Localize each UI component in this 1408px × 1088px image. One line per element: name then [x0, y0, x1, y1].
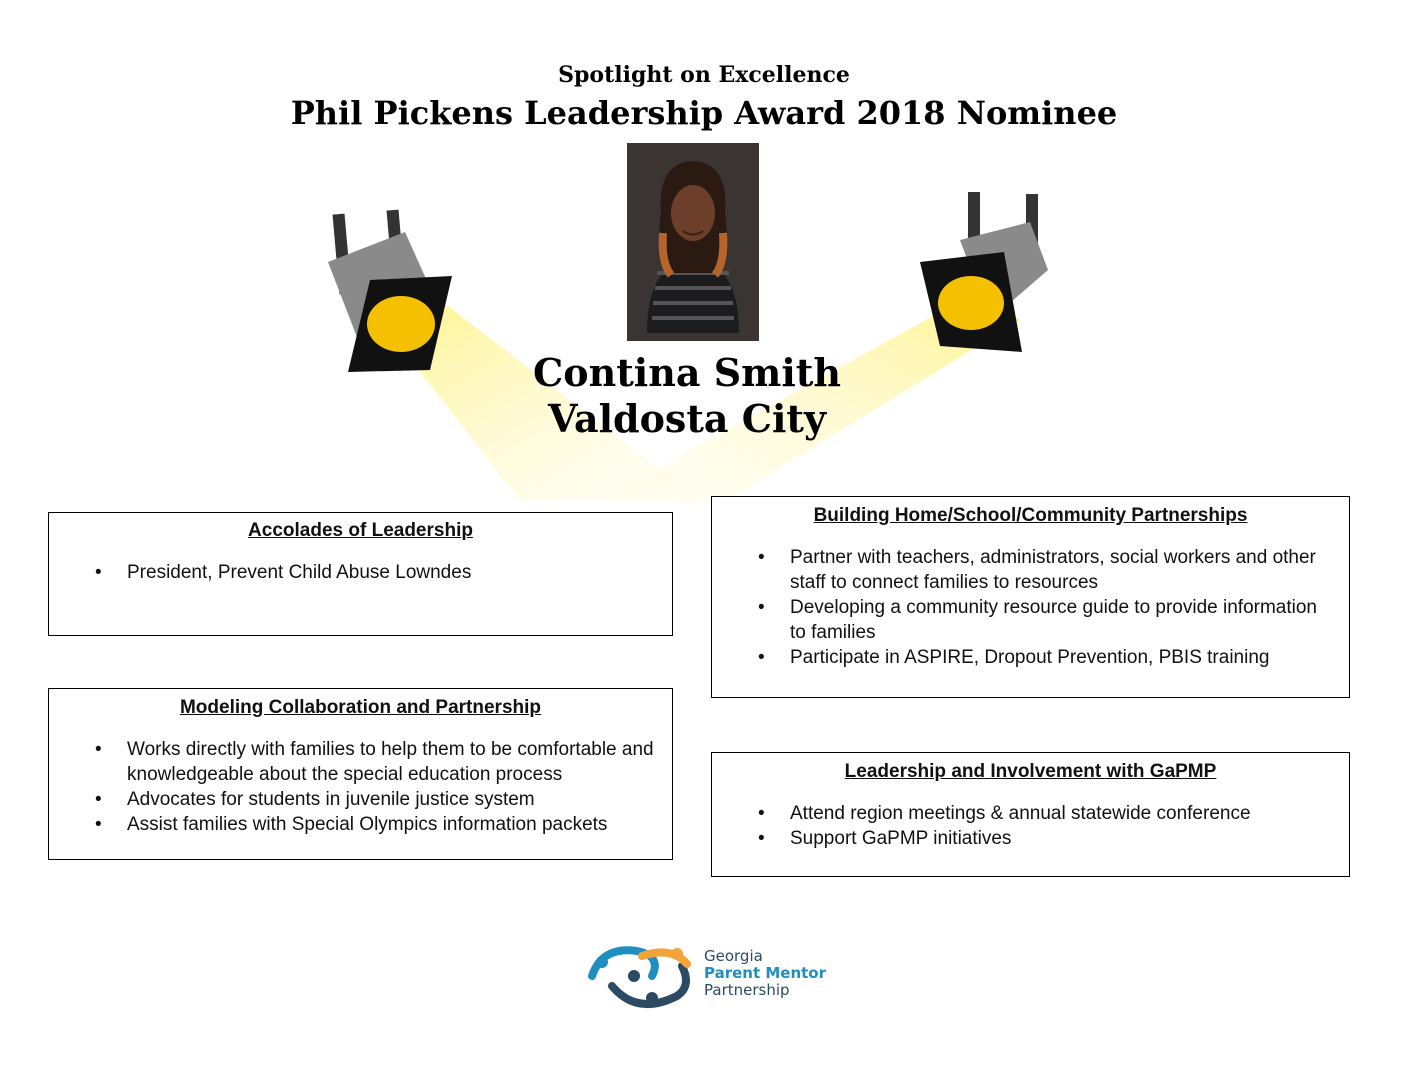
leadership-list [712, 801, 1349, 851]
nominee-district: Valdosta City [547, 396, 827, 441]
section-title: Leadership and Involvement with GaPMP [844, 761, 1217, 782]
list-item [49, 560, 672, 585]
logo-line1: Georgia [704, 947, 763, 965]
list-item [49, 787, 672, 812]
bullet: • [95, 562, 102, 583]
section-title: Accolades of Leadership [248, 520, 473, 541]
people-circle-icon [582, 936, 702, 1016]
list-item-text: Participate in ASPIRE, Dropout Prevention, PBIS training [790, 647, 1270, 668]
list-item-text: Support GaPMP initiatives [790, 828, 1012, 849]
modeling-list [49, 737, 672, 837]
building-list [712, 545, 1349, 670]
list-item-text: Developing a community resource guide to provide information to families [790, 597, 1317, 643]
nominee-photo [627, 143, 759, 341]
list-item [49, 737, 672, 787]
list-item [712, 801, 1349, 826]
bullet: • [758, 647, 765, 668]
modeling-section [48, 688, 673, 860]
list-item-text: Advocates for students in juvenile justice system [127, 789, 535, 810]
accolades-section [48, 512, 673, 636]
bullet: • [95, 789, 102, 810]
building-section [711, 496, 1350, 698]
logo-line3: Partnership [704, 981, 790, 999]
nominee-name-block [488, 350, 886, 442]
list-item [712, 826, 1349, 851]
bullet: • [758, 803, 765, 824]
list-item [712, 645, 1349, 670]
list-item [49, 812, 672, 837]
logo-line2: Parent Mentor [704, 964, 827, 982]
right-spotlight-icon [920, 192, 1048, 352]
bullet: • [758, 547, 765, 568]
bullet: • [758, 597, 765, 618]
list-item-text: Assist families with Special Olympics information packets [127, 814, 608, 835]
list-item-text: Works directly with families to help them to be comfortable and knowledgeable about the special education process [127, 739, 654, 785]
list-item-text: Attend region meetings & annual statewide conference [790, 803, 1251, 824]
leadership-section [711, 752, 1350, 877]
left-spotlight-icon [328, 210, 452, 372]
accolades-list [49, 560, 672, 585]
section-title: Modeling Collaboration and Partnership [179, 697, 542, 718]
list-item-text: Partner with teachers, administrators, social workers and other staff to connect families to resources [790, 547, 1316, 593]
logo-text [704, 948, 826, 999]
spotlight-heading: Spotlight on Excellence [558, 62, 850, 88]
award-title: Phil Pickens Leadership Award 2018 Nominee [290, 94, 1118, 132]
bullet: • [758, 828, 765, 849]
nominee-name: Contina Smith [533, 350, 841, 395]
list-item-text: President, Prevent Child Abuse Lowndes [127, 562, 472, 583]
list-item [712, 545, 1349, 595]
bullet: • [95, 739, 102, 760]
section-title: Building Home/School/Community Partnerships [813, 505, 1248, 526]
bullet: • [95, 814, 102, 835]
gapmp-logo [582, 936, 832, 1016]
list-item [712, 595, 1349, 645]
